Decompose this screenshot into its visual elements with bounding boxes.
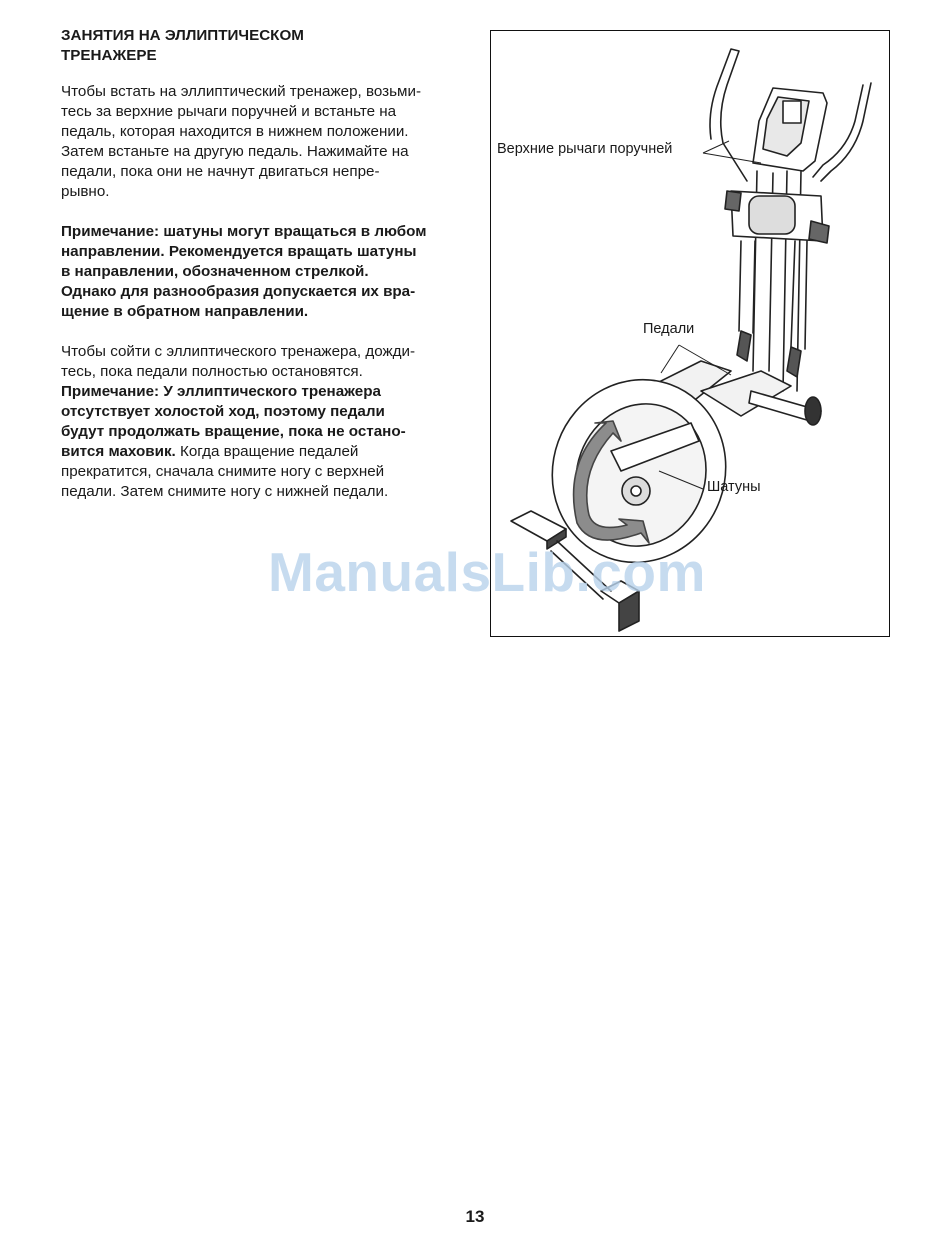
text-line — [61, 442, 471, 462]
normal-fragment: Когда вращение педалей — [175, 443, 359, 460]
text-line: будут продолжать вращение, пока не остано- — [61, 423, 406, 440]
dismounting-paragraph — [61, 342, 471, 502]
text-line: отсутствует холостой ход, поэтому педали — [61, 403, 385, 420]
text-line: Примечание: шатуны могут вращаться в любом — [61, 223, 427, 240]
handles-leader — [703, 141, 761, 163]
watermark: ManualsLib.com — [268, 541, 706, 603]
label-cranks: Шатуны — [707, 479, 761, 495]
text-line: тесь, пока педали полностью остановятся. — [61, 363, 363, 380]
section-heading-line: ТРЕНАЖЕРЕ — [61, 47, 157, 64]
text-line: щение в обратном направлении. — [61, 303, 309, 320]
mounting-paragraph — [61, 82, 471, 202]
text-line: Затем встаньте на другую педаль. Нажимайте на — [61, 143, 409, 160]
text-line: прекратится, сначала снимите ногу с верхней — [61, 463, 385, 480]
text-line: педаль, которая находится в нижнем положении. — [61, 123, 409, 140]
text-line: педали, пока они не начнут двигаться непре- — [61, 163, 380, 180]
text-line: рывно. — [61, 183, 110, 200]
section-heading-line: ЗАНЯТИЯ НА ЭЛЛИПТИЧЕСКОМ — [61, 27, 304, 44]
crank-direction-note — [61, 222, 471, 322]
text-line: в направлении, обозначенном стрелкой. — [61, 263, 369, 280]
label-upper-handles: Верхние рычаги поручней — [497, 141, 673, 157]
label-pedals: Педали — [643, 321, 695, 337]
text-line: тесь за верхние рычаги поручней и встаньте на — [61, 103, 397, 120]
right-handle — [821, 83, 871, 181]
section-heading — [61, 26, 471, 66]
bold-fragment: вится маховик. — [61, 443, 176, 460]
text-line: Чтобы сойти с эллиптического тренажера, дожди- — [61, 343, 416, 360]
text-line: направлении. Рекомендуется вращать шатуны — [61, 243, 417, 260]
text-line: педали. Затем снимите ногу с нижней педали. — [61, 483, 389, 500]
text-column — [61, 26, 471, 522]
text-line: Однако для разнообразия допускается их вра- — [61, 283, 416, 300]
page-number: 13 — [465, 1207, 485, 1226]
text-line: Примечание: У эллиптического тренажера — [61, 383, 381, 400]
text-line: Чтобы встать на эллиптический тренажер, возьми- — [61, 83, 421, 100]
left-handle — [710, 49, 747, 181]
